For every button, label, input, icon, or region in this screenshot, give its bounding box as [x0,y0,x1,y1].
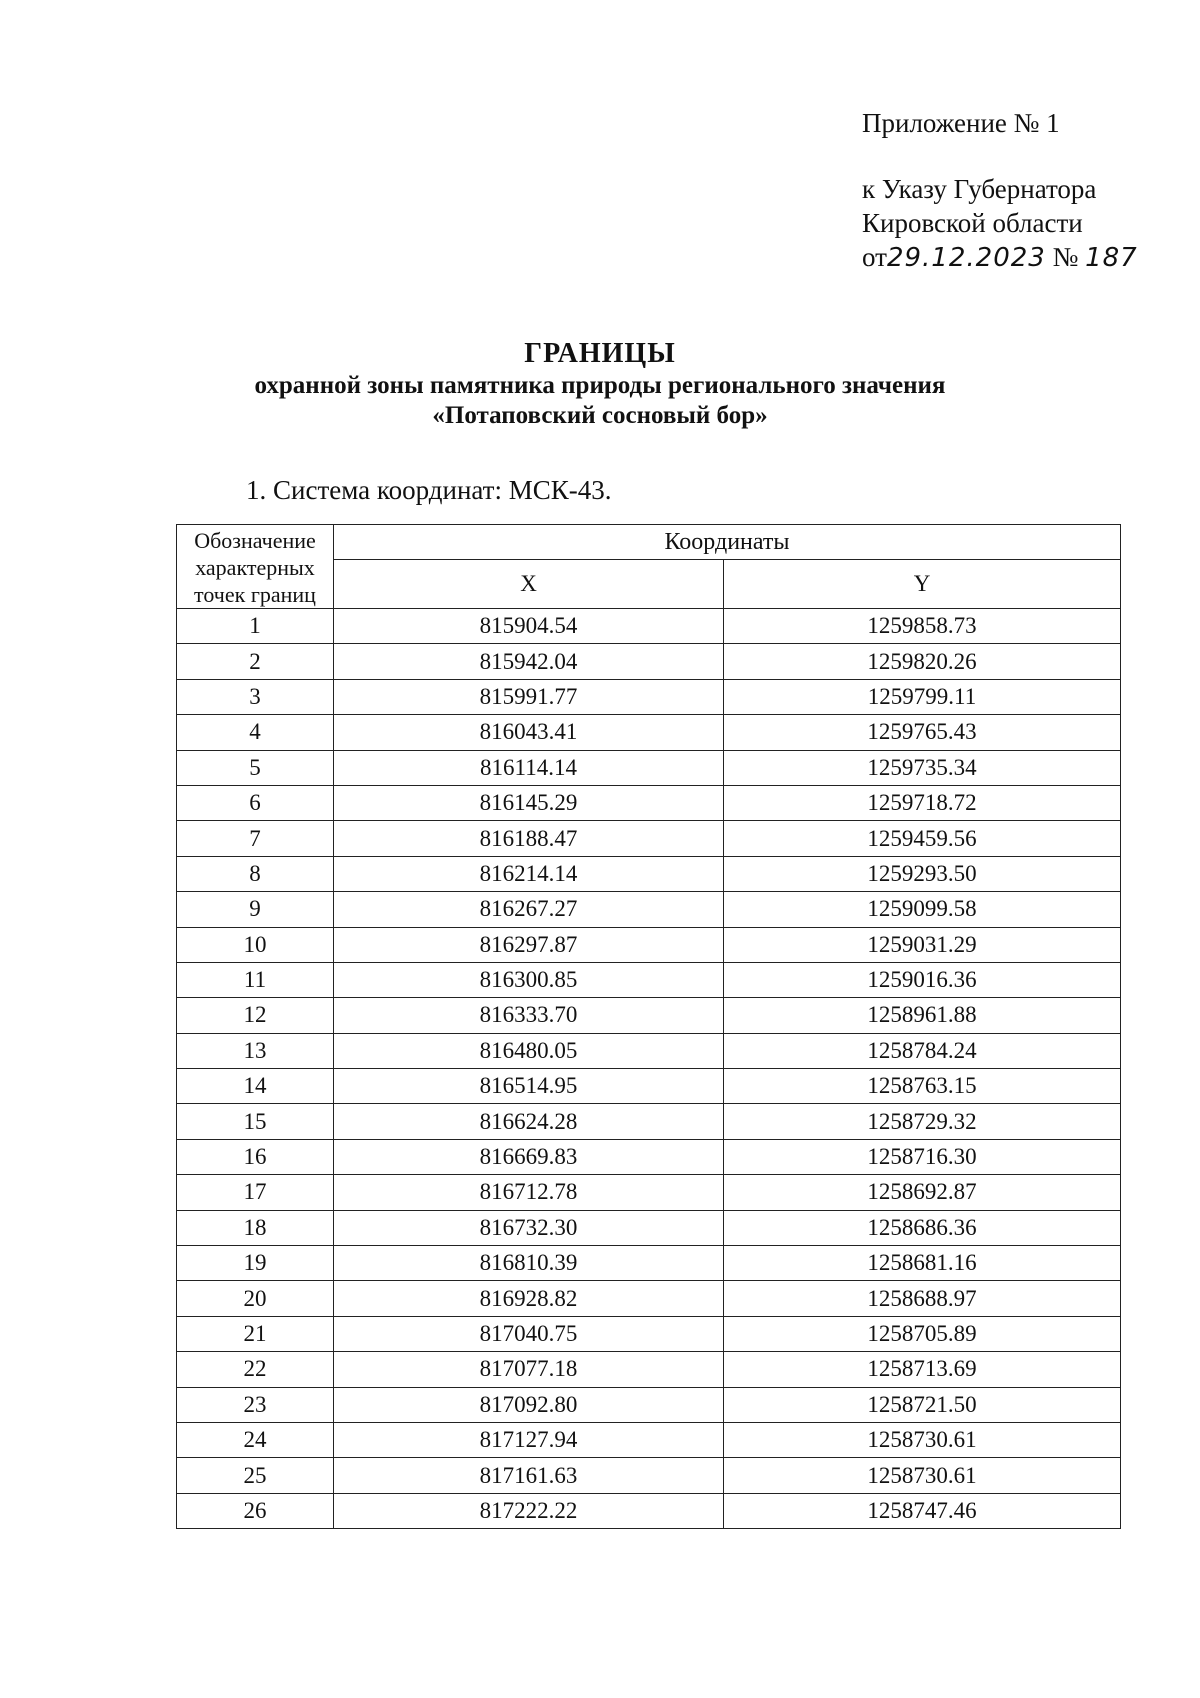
y-coordinate-cell: 1258763.15 [724,1069,1121,1104]
point-number-cell: 26 [177,1493,334,1528]
x-coordinate-cell: 816514.95 [334,1069,724,1104]
y-coordinate-cell: 1258705.89 [724,1316,1121,1351]
y-coordinate-cell: 1258961.88 [724,998,1121,1033]
point-number-cell: 3 [177,679,334,714]
title-main: ГРАНИЦЫ [524,338,676,369]
x-coordinate-cell: 817077.18 [334,1352,724,1387]
x-coordinate-cell: 816267.27 [334,892,724,927]
y-coordinate-cell: 1258784.24 [724,1033,1121,1068]
point-number-cell: 16 [177,1139,334,1174]
point-number-cell: 17 [177,1175,334,1210]
y-coordinate-cell: 1259099.58 [724,892,1121,927]
x-coordinate-cell: 815942.04 [334,644,724,679]
table-row [177,927,1121,962]
table-row [177,1033,1121,1068]
x-coordinate-cell: 816732.30 [334,1210,724,1245]
table-body [177,609,1121,1529]
appendix-decree-ref: к Указу Губернатора [862,174,1097,204]
point-number-cell: 12 [177,998,334,1033]
header-x: X [334,560,724,609]
table-row [177,1069,1121,1104]
x-coordinate-cell: 817161.63 [334,1458,724,1493]
table-row [177,892,1121,927]
table-row [177,1458,1121,1493]
y-coordinate-cell: 1259459.56 [724,821,1121,856]
table-row [177,1139,1121,1174]
appendix-region: Кировской области [862,208,1083,238]
point-number-cell: 15 [177,1104,334,1139]
y-coordinate-cell: 1258713.69 [724,1352,1121,1387]
y-coordinate-cell: 1259735.34 [724,750,1121,785]
x-coordinate-cell: 815904.54 [334,609,724,644]
table-row [177,1316,1121,1351]
point-number-cell: 6 [177,785,334,820]
table-row [177,1104,1121,1139]
table-row [177,1352,1121,1387]
point-number-cell: 7 [177,821,334,856]
table-row [177,715,1121,750]
table-row [177,998,1121,1033]
title-subtitle-1: охранной зоны памятника природы регионального значения [254,372,946,399]
appendix-number: Приложение № 1 [862,108,1060,138]
appendix-date-line [862,240,1138,275]
x-coordinate-cell: 816043.41 [334,715,724,750]
y-coordinate-cell: 1258747.46 [724,1493,1121,1528]
point-number-cell: 14 [177,1069,334,1104]
table-row [177,1422,1121,1457]
y-coordinate-cell: 1258681.16 [724,1246,1121,1281]
title-subtitle-2: «Потаповский сосновый бор» [432,402,768,429]
point-number-cell: 20 [177,1281,334,1316]
table-row [177,679,1121,714]
table-row [177,821,1121,856]
point-number-cell: 10 [177,927,334,962]
table-row [177,609,1121,644]
coordinates-table [176,524,1121,1529]
table-row [177,1493,1121,1528]
x-coordinate-cell: 816624.28 [334,1104,724,1139]
header-point-designation: Обозначение характерных точек границ [177,525,334,609]
y-coordinate-cell: 1258716.30 [724,1139,1121,1174]
table-row [177,1281,1121,1316]
appendix-header [862,106,1138,275]
x-coordinate-cell: 816712.78 [334,1175,724,1210]
x-coordinate-cell: 817127.94 [334,1422,724,1457]
point-number-cell: 19 [177,1246,334,1281]
y-coordinate-cell: 1258730.61 [724,1422,1121,1457]
date-prefix: от [862,242,887,272]
x-coordinate-cell: 816928.82 [334,1281,724,1316]
point-number-cell: 23 [177,1387,334,1422]
table-row [177,644,1121,679]
y-coordinate-cell: 1259293.50 [724,856,1121,891]
y-coordinate-cell: 1258721.50 [724,1387,1121,1422]
table-row [177,1387,1121,1422]
y-coordinate-cell: 1258692.87 [724,1175,1121,1210]
x-coordinate-cell: 817092.80 [334,1387,724,1422]
x-coordinate-cell: 816214.14 [334,856,724,891]
handwritten-date: 29.12.2023 [886,243,1046,273]
x-coordinate-cell: 815991.77 [334,679,724,714]
point-number-cell: 1 [177,609,334,644]
x-coordinate-cell: 816297.87 [334,927,724,962]
header-coordinates: Координаты [334,525,1121,560]
table-row [177,962,1121,997]
x-coordinate-cell: 816480.05 [334,1033,724,1068]
point-number-cell: 13 [177,1033,334,1068]
point-number-cell: 2 [177,644,334,679]
handwritten-number: 187 [1085,243,1138,273]
number-prefix: № [1052,242,1079,272]
y-coordinate-cell: 1259858.73 [724,609,1121,644]
point-number-cell: 4 [177,715,334,750]
y-coordinate-cell: 1258729.32 [724,1104,1121,1139]
x-coordinate-cell: 816188.47 [334,821,724,856]
table-row [177,1210,1121,1245]
y-coordinate-cell: 1259820.26 [724,644,1121,679]
x-coordinate-cell: 816300.85 [334,962,724,997]
table-row [177,1246,1121,1281]
point-number-cell: 25 [177,1458,334,1493]
x-coordinate-cell: 817222.22 [334,1493,724,1528]
y-coordinate-cell: 1258730.61 [724,1458,1121,1493]
y-coordinate-cell: 1259765.43 [724,715,1121,750]
x-coordinate-cell: 816669.83 [334,1139,724,1174]
x-coordinate-cell: 816333.70 [334,998,724,1033]
point-number-cell: 5 [177,750,334,785]
y-coordinate-cell: 1259031.29 [724,927,1121,962]
y-coordinate-cell: 1259016.36 [724,962,1121,997]
table-row [177,750,1121,785]
point-number-cell: 11 [177,962,334,997]
y-coordinate-cell: 1258686.36 [724,1210,1121,1245]
coordinate-system-line: 1. Система координат: МСК-43. [246,475,612,505]
point-number-cell: 18 [177,1210,334,1245]
point-number-cell: 9 [177,892,334,927]
point-number-cell: 22 [177,1352,334,1387]
x-coordinate-cell: 816810.39 [334,1246,724,1281]
x-coordinate-cell: 816145.29 [334,785,724,820]
point-number-cell: 21 [177,1316,334,1351]
point-number-cell: 24 [177,1422,334,1457]
y-coordinate-cell: 1259799.11 [724,679,1121,714]
table-row [177,1175,1121,1210]
y-coordinate-cell: 1258688.97 [724,1281,1121,1316]
x-coordinate-cell: 816114.14 [334,750,724,785]
y-coordinate-cell: 1259718.72 [724,785,1121,820]
x-coordinate-cell: 817040.75 [334,1316,724,1351]
point-number-cell: 8 [177,856,334,891]
table-row [177,856,1121,891]
header-y: Y [724,560,1121,609]
document-title [0,337,1200,431]
table-row [177,785,1121,820]
